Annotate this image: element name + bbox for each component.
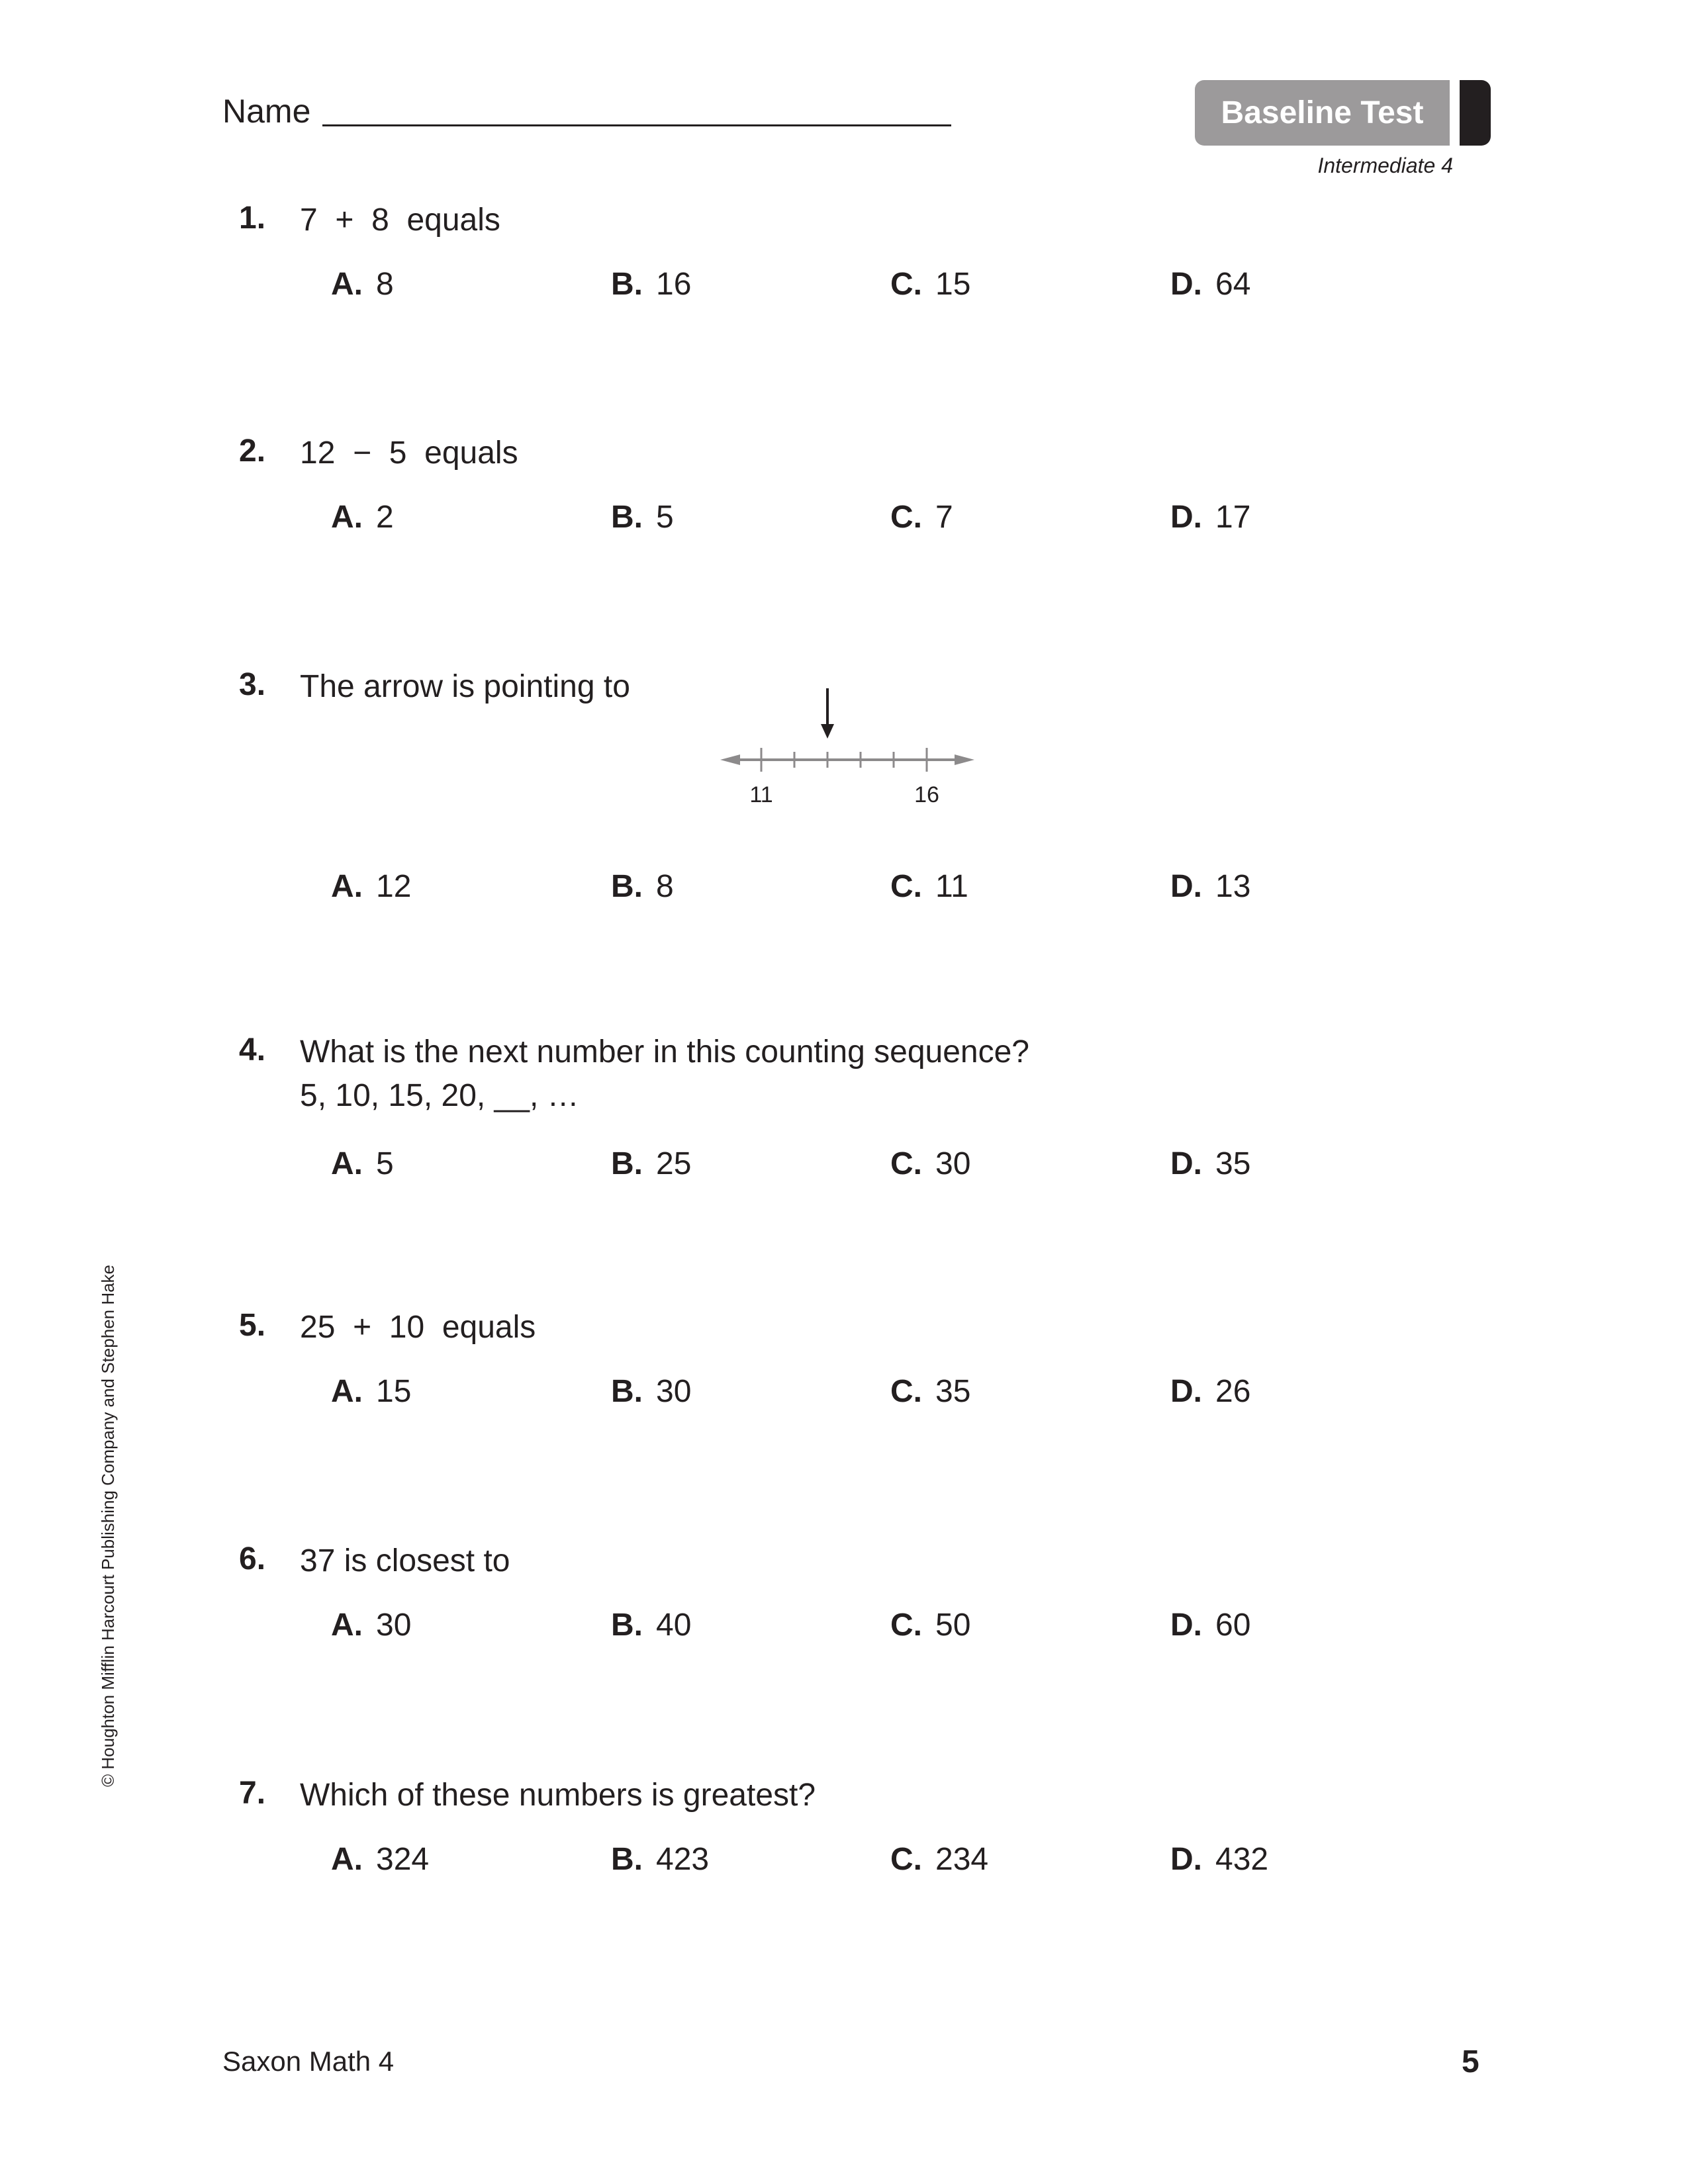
choice-value: 40	[656, 1608, 692, 1643]
choice-letter: B.	[611, 1146, 643, 1181]
choice-value: 26	[1215, 1374, 1251, 1409]
choice-b[interactable]	[611, 1606, 691, 1645]
page-number: 5	[1462, 2044, 1479, 2079]
question-number: 4.	[239, 1032, 266, 1068]
choice-d[interactable]	[1170, 1840, 1268, 1880]
name-label: Name	[222, 93, 311, 130]
book-title: Saxon Math 4	[222, 2046, 395, 2077]
choice-d[interactable]	[1170, 1372, 1250, 1412]
choice-letter: D.	[1170, 1146, 1202, 1181]
choice-b[interactable]	[611, 1372, 691, 1412]
choice-value: 17	[1215, 500, 1251, 535]
question-2	[239, 432, 1497, 537]
choice-a[interactable]	[331, 265, 394, 304]
choice-letter: A.	[331, 267, 363, 302]
choice-c[interactable]	[890, 265, 970, 304]
choice-d[interactable]	[1170, 265, 1250, 304]
choice-d[interactable]	[1170, 1606, 1250, 1645]
choice-letter: A.	[331, 1842, 363, 1877]
question-number: 1.	[239, 201, 266, 236]
question-7	[239, 1774, 1497, 1880]
question-6	[239, 1539, 1497, 1645]
question-number: 3.	[239, 667, 266, 702]
choice-c[interactable]	[890, 1144, 970, 1184]
choice-value: 25	[656, 1146, 692, 1181]
number-line-diagram	[715, 682, 980, 821]
choice-c[interactable]	[890, 498, 953, 537]
choice-letter: A.	[331, 869, 363, 904]
choice-a[interactable]	[331, 1144, 394, 1184]
question-text: The arrow is pointing to	[300, 669, 630, 704]
choice-letter: D.	[1170, 1374, 1202, 1409]
choice-a[interactable]	[331, 867, 411, 907]
choice-value: 35	[935, 1374, 971, 1409]
choice-b[interactable]	[611, 265, 691, 304]
question-number: 6.	[239, 1541, 266, 1576]
badge-tab	[1460, 80, 1491, 146]
choice-letter: D.	[1170, 1608, 1202, 1643]
choice-d[interactable]	[1170, 498, 1250, 537]
choice-value: 7	[935, 500, 953, 535]
pointer-arrow-icon	[821, 688, 834, 739]
choice-value: 16	[656, 267, 692, 302]
choice-value: 13	[1215, 869, 1251, 904]
choice-c[interactable]	[890, 867, 968, 907]
choice-letter: A.	[331, 1374, 363, 1409]
choice-a[interactable]	[331, 498, 394, 537]
question-5	[239, 1306, 1497, 1412]
choice-letter: C.	[890, 500, 922, 535]
choice-value: 324	[376, 1842, 430, 1877]
choice-value: 5	[656, 500, 674, 535]
name-field-line[interactable]	[322, 124, 951, 126]
choice-value: 432	[1215, 1842, 1269, 1877]
choice-value: 5	[376, 1146, 394, 1181]
choice-letter: D.	[1170, 500, 1202, 535]
choice-letter: C.	[890, 1374, 922, 1409]
choice-b[interactable]	[611, 867, 674, 907]
choice-letter: B.	[611, 1608, 643, 1643]
question-4	[239, 1030, 1497, 1189]
choice-letter: A.	[331, 500, 363, 535]
choice-letter: D.	[1170, 869, 1202, 904]
choice-letter: B.	[611, 500, 643, 535]
question-text: 7 + 8 equals	[300, 203, 500, 238]
question-text: 12 − 5 equals	[300, 435, 518, 471]
question-number: 2.	[239, 433, 266, 469]
choice-value: 64	[1215, 267, 1251, 302]
copyright-notice: © Houghton Mifflin Harcourt Publishing Company and Stephen Hake	[98, 1264, 118, 1787]
choice-letter: B.	[611, 267, 643, 302]
choice-b[interactable]	[611, 498, 674, 537]
question-text: Which of these numbers is greatest?	[300, 1778, 816, 1813]
right-arrowhead-icon	[955, 754, 974, 765]
choice-value: 423	[656, 1842, 710, 1877]
choice-letter: B.	[611, 1842, 643, 1877]
choice-value: 50	[935, 1608, 971, 1643]
question-1	[239, 199, 1497, 304]
choice-value: 30	[656, 1374, 692, 1409]
choice-c[interactable]	[890, 1606, 970, 1645]
choice-value: 8	[376, 267, 394, 302]
choice-value: 30	[376, 1608, 412, 1643]
choice-value: 35	[1215, 1146, 1251, 1181]
choice-c[interactable]	[890, 1840, 988, 1880]
choice-b[interactable]	[611, 1840, 709, 1880]
choice-a[interactable]	[331, 1840, 429, 1880]
choice-value: 11	[935, 869, 968, 904]
choice-a[interactable]	[331, 1606, 411, 1645]
sequence-text: 5, 10, 15, 20, __, …	[300, 1078, 579, 1113]
choice-letter: B.	[611, 869, 643, 904]
badge-title: Baseline Test	[1195, 80, 1450, 146]
choice-a[interactable]	[331, 1372, 411, 1412]
choice-value: 30	[935, 1146, 971, 1181]
choice-value: 15	[935, 267, 971, 302]
choice-letter: A.	[331, 1608, 363, 1643]
test-badge	[1195, 80, 1491, 146]
choice-value: 60	[1215, 1608, 1251, 1643]
choice-value: 2	[376, 500, 394, 535]
question-number: 7.	[239, 1776, 266, 1811]
choice-letter: C.	[890, 1842, 922, 1877]
choice-letter: C.	[890, 1146, 922, 1181]
choice-c[interactable]	[890, 1372, 970, 1412]
question-text: 37 is closest to	[300, 1543, 510, 1578]
choice-letter: A.	[331, 1146, 363, 1181]
choice-d[interactable]	[1170, 1144, 1250, 1184]
choice-letter: D.	[1170, 1842, 1202, 1877]
level-label: Intermediate 4	[1317, 154, 1453, 177]
choice-value: 15	[376, 1374, 412, 1409]
choice-value: 8	[656, 869, 674, 904]
question-text: 25 + 10 equals	[300, 1310, 536, 1345]
choice-letter: C.	[890, 869, 922, 904]
choice-value: 12	[376, 869, 412, 904]
choice-letter: C.	[890, 1608, 922, 1643]
choice-b[interactable]	[611, 1144, 691, 1184]
choice-value: 234	[935, 1842, 989, 1877]
tick-label-11: 11	[749, 782, 773, 807]
choice-letter: B.	[611, 1374, 643, 1409]
question-number: 5.	[239, 1308, 266, 1343]
tick-label-16: 16	[914, 782, 939, 807]
left-arrowhead-icon	[720, 754, 740, 765]
choice-letter: D.	[1170, 267, 1202, 302]
question-text: What is the next number in this counting sequence?	[300, 1034, 1029, 1069]
choice-letter: C.	[890, 267, 922, 302]
choice-d[interactable]	[1170, 867, 1250, 907]
